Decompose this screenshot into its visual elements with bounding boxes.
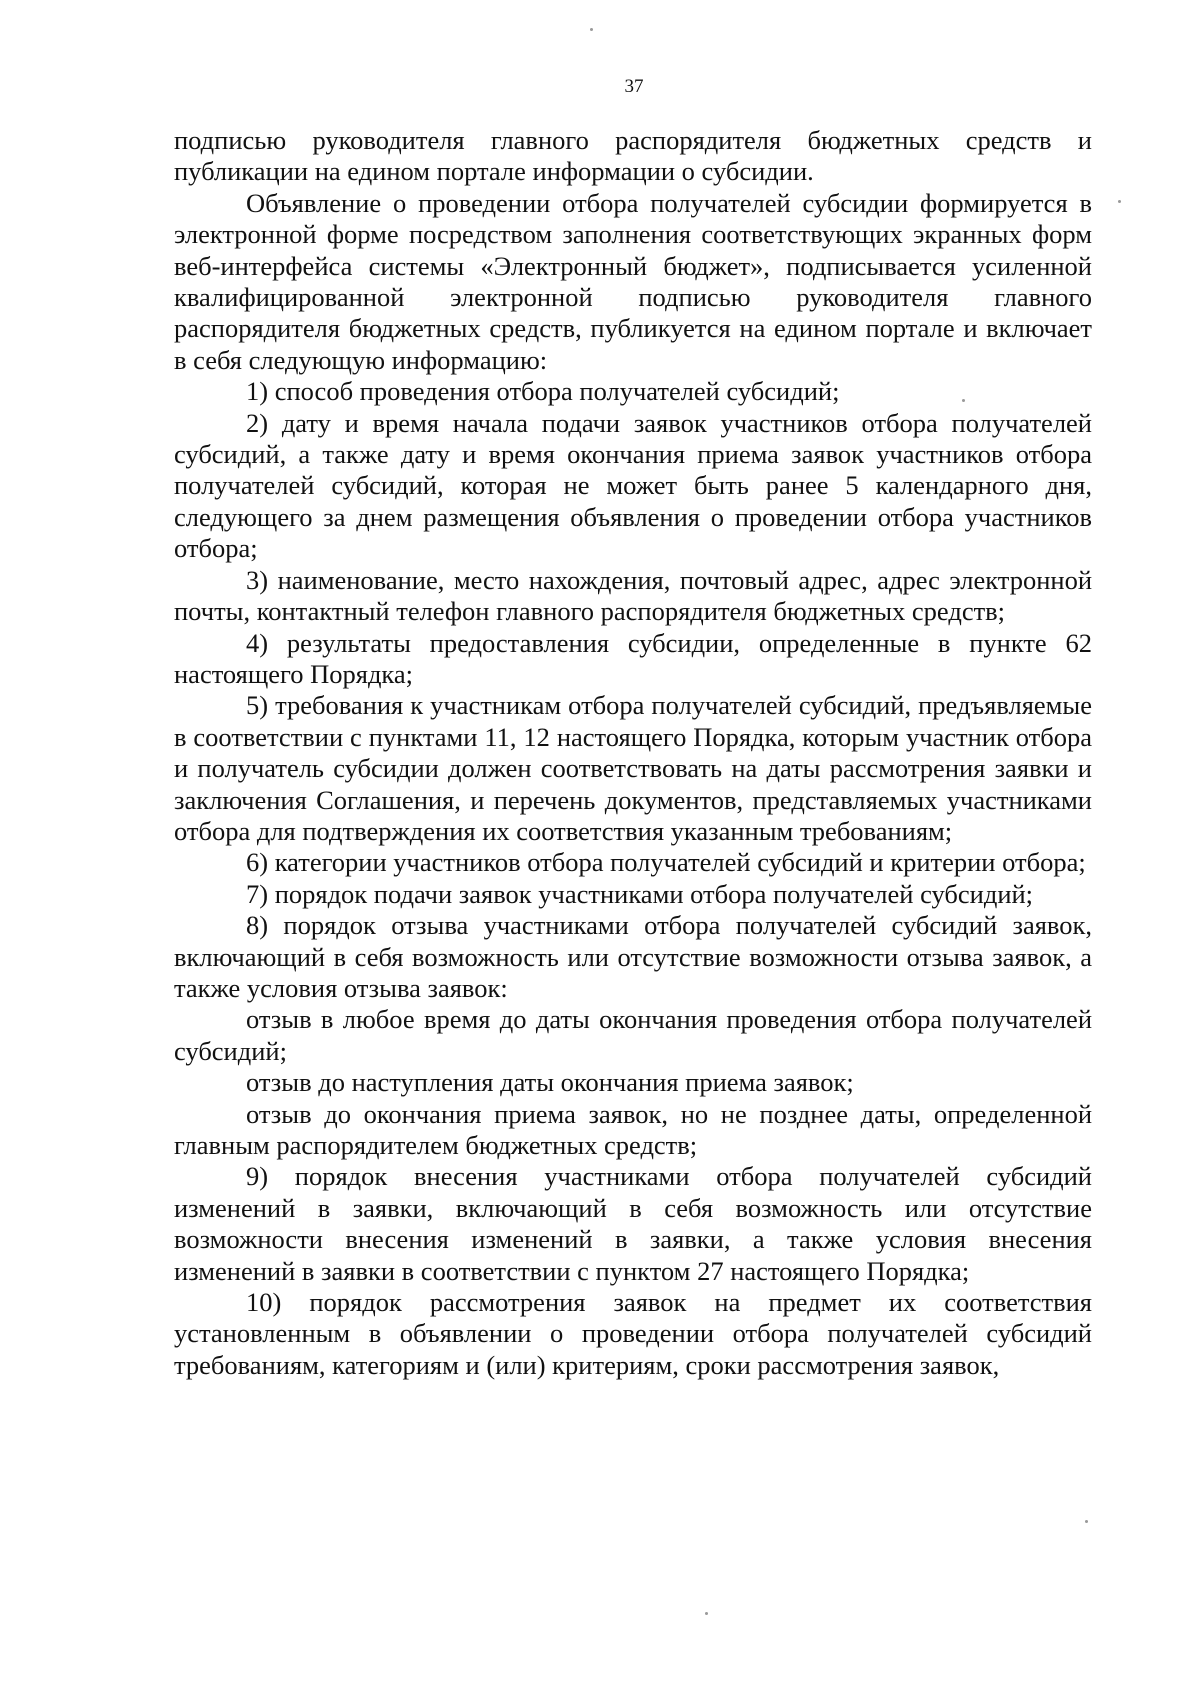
body-paragraph: 8) порядок отзыва участниками отбора получателей субсидий заявок, включающий в себя возможность или отсутствие возможности отзыва заявок, а также условия отзыва заявок: [174,910,1092,1003]
body-paragraph: 6) категории участников отбора получателей субсидий и критерии отбора; [246,847,1086,878]
body-paragraph: 3) наименование, место нахождения, почтовый адрес, адрес электронной почты, контактный телефон главного распорядителя бюджетных средств; [174,564,1092,627]
page-number: 37 [624,76,644,97]
body-paragraph: отзыв до наступления даты окончания приема заявок; [246,1067,854,1098]
body-paragraph: 7) порядок подачи заявок участниками отбора получателей субсидий; [246,878,1034,909]
body-paragraph: 4) результаты предоставления субсидии, определенные в пункте 62 настоящего Порядка; [174,627,1092,689]
document-body [174,125,1092,1381]
scan-speck [590,28,593,31]
body-paragraph: 5) требования к участникам отбора получателей субсидий, предъявляемые в соответствии с пунктами 11, 12 настоящего Порядка, которым участник отбора и получатель субсидии должен соответствовать на даты рассмотрения заявки и заключения Соглашения, и перечень документов, представляемых участниками отбора для подтверждения их соответствия указанным требованиям; [174,690,1092,846]
body-paragraph: 1) способ проведения отбора получателей субсидий; [246,376,840,407]
scan-speck [1118,200,1121,203]
body-paragraph: отзыв в любое время до даты окончания проведения отбора получателей субсидий; [174,1004,1092,1066]
scan-speck [1085,1520,1088,1523]
body-paragraph: отзыв до окончания приема заявок, но не позднее даты, определенной главным распорядителем бюджетных средств; [174,1098,1092,1160]
body-paragraph: 9) порядок внесения участниками отбора получателей субсидий изменений в заявки, включающий в себя возможность или отсутствие возможности внесения изменений в заявки, а также условия внесения изменений в заявки в соответствии с пунктом 27 настоящего Порядка; [174,1161,1092,1286]
body-paragraph: 10) порядок рассмотрения заявок на предмет их соответствия установленным в объявлении о проведении отбора получателей субсидий требованиям, категориям и (или) критериям, сроки рассмотрения заявок, [174,1287,1092,1380]
scan-speck [705,1612,708,1615]
continuation-paragraph: подписью руководителя главного распорядителя бюджетных средств и публикации на едином портале информации о субсидии. [174,125,1092,187]
body-paragraph: 2) дату и время начала подачи заявок участников отбора получателей субсидий, а также дату и время окончания приема заявок участников отбора получателей субсидий, которая не может быть ранее 5 календарного дня, следующего за днем размещения объявления о проведении отбора участников отбора; [174,407,1092,564]
scan-speck [962,399,965,402]
body-paragraph: Объявление о проведении отбора получателей субсидии формируется в электронной форме посредством заполнения соответствующих экранных форм веб-интерфейса системы «Электронный бюджет», подписывается усиленной квалифицированной электронной подписью руководителя главного распорядителя бюджетных средств, публикуется на едином портале и включает в себя следующую информацию: [174,187,1092,375]
